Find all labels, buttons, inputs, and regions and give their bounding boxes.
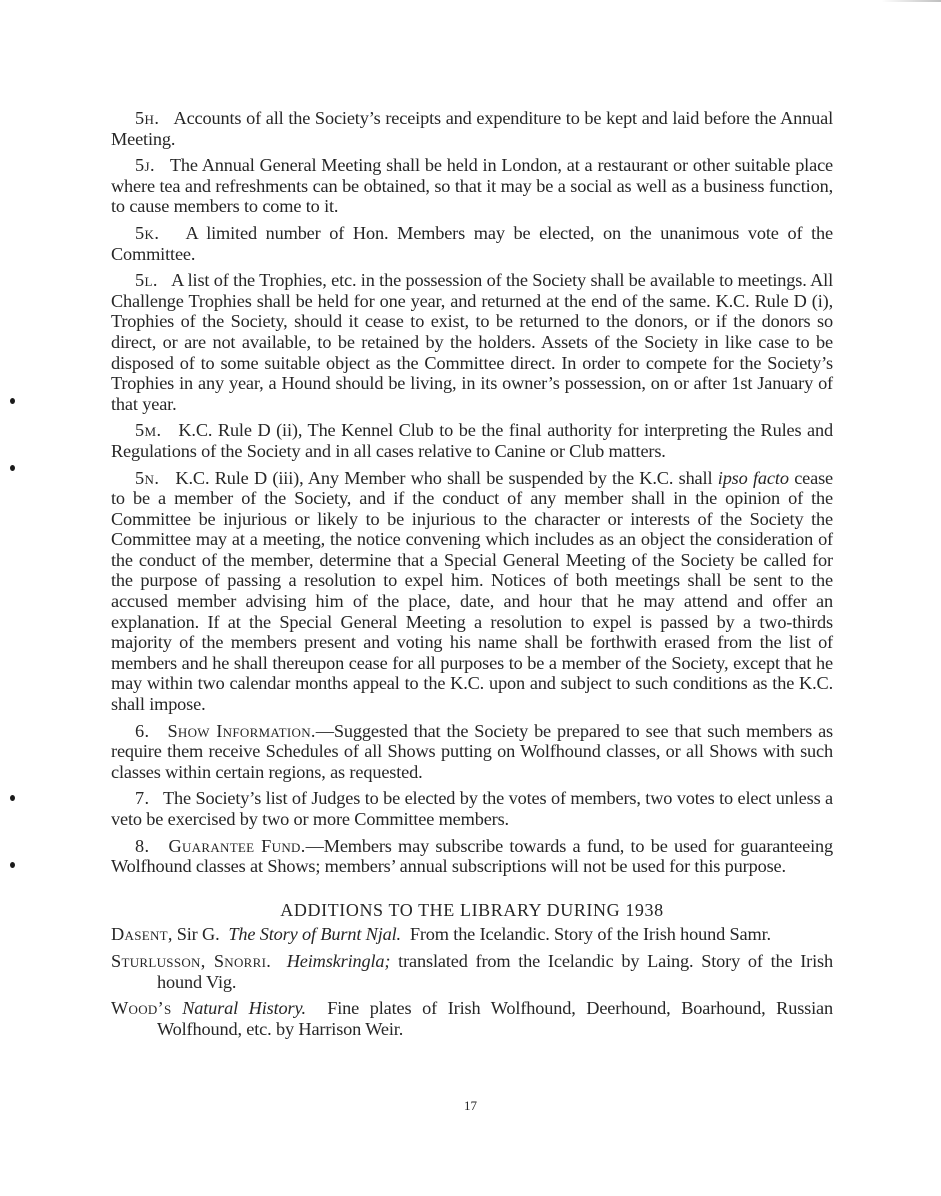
page-number: 17 [464,1098,477,1113]
rule-5l [111,270,833,414]
rule-number: 5n. [135,467,160,488]
margin-punch-mark [10,398,15,404]
rule-5h [111,108,833,149]
rule-6 [111,721,833,783]
document-body [111,108,833,1045]
library-heading: ADDITIONS TO THE LIBRARY DURING 1938 [280,899,664,920]
entry-author: Dasent [111,924,168,945]
rule-text: A limited number of Hon. Members may be elected, on the unanimous vote of the Committee. [111,222,833,264]
entry-text: From the Icelandic. Story of the Irish hound Samr. [409,924,771,945]
rule-text: The Society’s list of Judges to be elected by the votes of members, two votes to elect unless a veto be exercised by two or more Committee members. [111,788,833,829]
entry-text: Fine plates of Irish Wolfhound, Deerhound, Boarhound, Russian Wolfhound, etc. by Harrison Weir. [157,998,834,1039]
entry-author: Wood’s [111,998,172,1019]
rule-number: 5l. [135,270,158,291]
rule-5j [111,155,833,217]
entry-title: Natural History. [182,998,306,1019]
rule-number: 8. [135,835,150,856]
library-entry [111,998,833,1039]
rule-italic-phrase: ipso facto [717,467,789,488]
entry-author-rest: , Sir G. [167,924,220,945]
rule-number: 5k. [135,222,160,243]
rule-caption: Show Information. [167,720,316,741]
rule-5k [111,223,833,264]
rule-caption: Guarantee Fund. [168,835,306,856]
rule-text-continued: cease to be a member of the Society, and if the conduct of any member shall in the opinion of the Committee be injurious or likely to be injurious to the character or interests of the Society the Committee may at a meeting, the notice convening which includes as an object the consideration of the conduct of the member, determine that a Special General Meeting of the Society be called for the purpose of passing a resolution to expel him. Notices of both meetings shall be sent to the accused member advising him of the place, date, and hour that he may attend and offer an explanation. If at the Special General Meeting a resolution to expel is passed by a two-thirds majority of the members present and voting his name shall be forthwith erased from the list of members and he shall thereupon cease for all purposes to be a member of the Society, except that he may within two calendar months appeal to the K.C. upon and subject to such conditions as the K.C. shall impose. [111,467,834,715]
rule-number: 5h. [135,108,160,128]
rule-text: K.C. Rule D (ii), The Kennel Club to be the final authority for interpreting the Rules and Regulations of the Society and in all cases relative to Canine or Club matters. [111,420,834,461]
rule-text: —Members may subscribe towards a fund, to be used for guaranteeing Wolfhound classes at Shows; members’ annual subscriptions will not be used for this purpose. [111,835,833,877]
rule-number: 6. [135,720,150,741]
margin-punch-mark [10,465,15,471]
rule-text: A list of the Trophies, etc. in the possession of the Society shall be available to meetings. All Challenge Trophies shall be held for one year, and returned at the end of the same. K.C. Rule D (i), Trophies of the Society, should it cease to exist, to be returned to the donors, or if the donors so direct, or are not available, to be retained by the holders. Assets of the Society in like case to be disposed of to some suitable object as the Committee direct. In order to compete for the Society’s Trophies in any year, a Hound should be living, in its owner’s possession, on or after 1st January of that year. [111,270,833,414]
rule-number: 7. [135,788,150,809]
entry-text: translated from the Icelandic by Laing. Story of the Irish hound Vig. [157,950,834,992]
entry-title: The Story of Burnt Njal. [228,924,401,945]
rule-text: K.C. Rule D (iii), Any Member who shall be suspended by the K.C. shall [175,467,713,488]
rule-text: —Suggested that the Society be prepared to see that such members as require them receive Schedules of all Shows putting on Wolfhound classes, or all Shows with such classes within certain regions, as requested. [111,720,833,782]
entry-title: Heimskringla; [286,950,391,971]
margin-punch-mark [10,795,15,801]
rule-text: Accounts of all the Society’s receipts and expenditure to be kept and laid before the Annual Meeting. [111,108,833,149]
rule-8 [111,836,833,877]
library-entry [111,951,833,992]
rule-text: The Annual General Meeting shall be held in London, at a restaurant or other suitable place where tea and refreshments can be obtained, so that it may be a social as well as a business function, to cause members to come to it. [111,155,834,217]
library-entry [111,924,833,945]
entry-author: Sturlusson, Snorri. [111,950,272,971]
margin-punch-mark [10,862,15,868]
rule-number: 5j. [135,155,155,176]
rule-5m [111,420,833,461]
rule-7 [111,788,833,829]
page-edge-shadow [881,0,941,2]
rule-5n [111,468,833,715]
rule-number: 5m. [135,420,162,441]
